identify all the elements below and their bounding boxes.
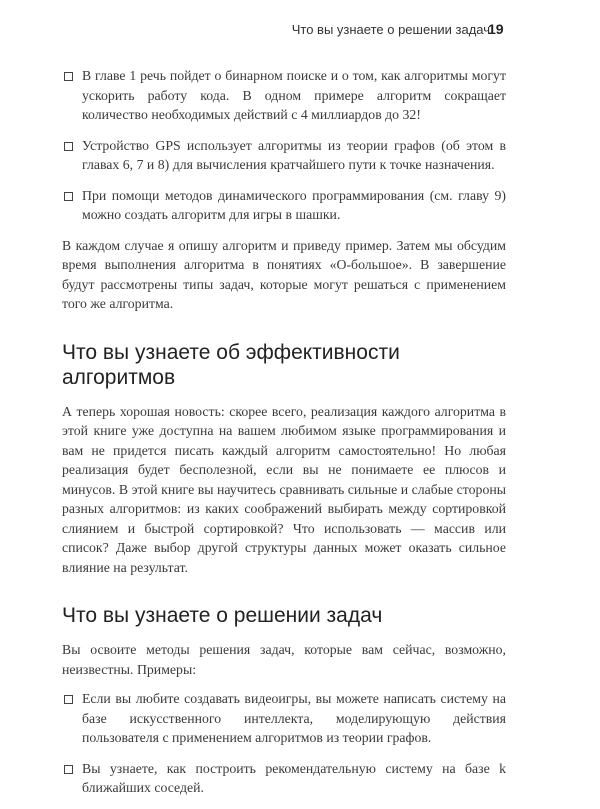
paragraph: Вы освоите методы решения задач, которые вам сейчас, возможно, неизвестны. Примеры: (62, 642, 506, 677)
checkbox-bullet-icon (64, 765, 73, 774)
list-item-text: При помощи методов динамического программирования (см. главу 9) можно создать алгоритм для игры в шашки. (82, 187, 506, 222)
checkbox-bullet-icon (64, 695, 73, 704)
checkbox-bullet-icon (64, 192, 73, 201)
list-item (62, 66, 506, 125)
section-heading: Что вы узнаете об эффективности алгоритмов (62, 340, 400, 389)
list-item (62, 689, 506, 748)
page-number: 19 (488, 21, 504, 37)
list-item (62, 186, 506, 225)
list-item (62, 759, 506, 798)
list-item (62, 136, 506, 175)
list-item-text: Устройство GPS использует алгоритмы из теории графов (об этом в главах 6, 7 и 8) для вычисления кратчайшего пути к точке назначения. (82, 137, 506, 172)
paragraph: А теперь хорошая новость: скорее всего, реализация каждого алгоритма в этой книге уже доступна на вашем любимом языке программирования и вам не придется писать каждый алгоритм самостоятельно! Но любая реализация будет бесполезной, если вы не понимаете ее плюсов и минусов. В этой книге вы научитесь сравнивать сильные и слабые стороны разных алгоритмов: из каких соображений выбирать между сортировкой слиянием и быстрой сортировкой? Что использовать — массив или список? Даже выбор другой структуры данных может оказать сильное влияние на результат. (62, 403, 506, 575)
list-item-text: В главе 1 речь пойдет о бинарном поиске и о том, как алгоритмы могут ускорить работу кода. В одном примере алгоритм сокращает количество необходимых действий с 4 миллиардов до 32! (82, 68, 506, 122)
page-content (62, 66, 506, 809)
list-item-text: Если вы любите создавать видеоигры, вы можете написать систему на базе искусственного интеллекта, моделирующую действия пользователя с применением алгоритмов из теории графов. (82, 691, 506, 745)
checkbox-bullet-icon (64, 72, 73, 81)
section-heading: Что вы узнаете о решении задач (62, 604, 383, 627)
checkbox-bullet-icon (64, 142, 73, 151)
running-header: Что вы узнаете о решении задач (291, 22, 490, 37)
paragraph: В каждом случае я опишу алгоритм и приведу пример. Затем мы обсудим время выполнения алгоритма в понятиях «O-большое». В завершение будут рассмотрены типы задач, которые могут решаться с применением того же алгоритма. (62, 237, 506, 311)
list-item-text: Вы узнаете, как построить рекомендательную систему на базе k ближайших соседей. (82, 760, 506, 795)
